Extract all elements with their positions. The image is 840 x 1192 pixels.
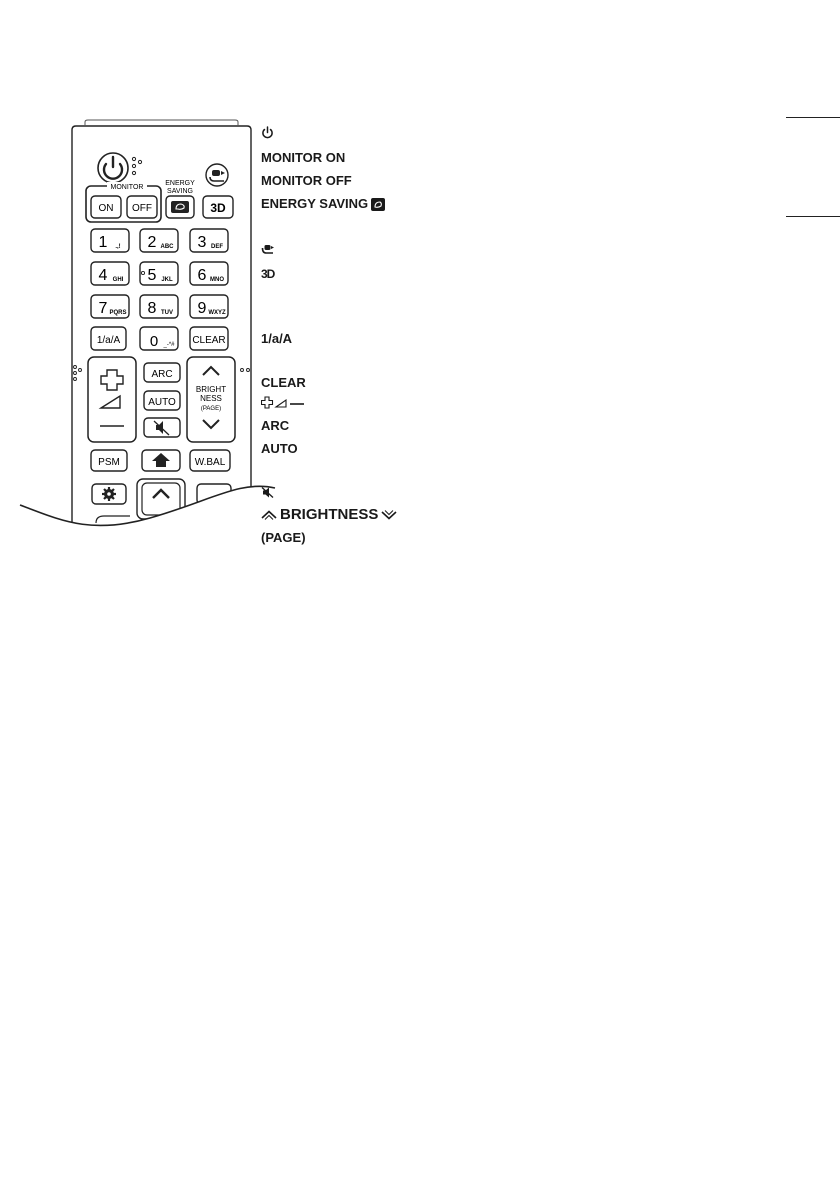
monitor-group-label: MONITOR — [110, 184, 144, 191]
svg-text:2: 2 — [147, 234, 157, 251]
energy-saving-label-1: ENERGY — [165, 180, 195, 187]
3d-text: 3D — [261, 267, 275, 281]
brightness-up-icon — [261, 510, 277, 520]
svg-text:JKL: JKL — [161, 277, 173, 283]
monitor-off-text: MONITOR OFF — [261, 173, 352, 188]
monitor-on-text: MONITOR ON — [261, 150, 346, 165]
svg-text:ON: ON — [98, 203, 114, 214]
arc-function — [261, 418, 289, 434]
clear-function — [261, 375, 306, 391]
brightness-down-icon — [381, 510, 397, 520]
arc-button[interactable] — [144, 363, 180, 382]
svg-text:4: 4 — [98, 267, 108, 284]
monitor-on-button[interactable] — [91, 196, 121, 218]
number-key-8[interactable] — [140, 295, 178, 318]
wbal-button[interactable] — [190, 450, 230, 471]
svg-text:BRIGHT: BRIGHT — [195, 385, 227, 394]
svg-text:1: 1 — [98, 234, 108, 251]
svg-text:_-*#: _-*# — [163, 342, 175, 348]
power-function — [261, 126, 274, 139]
svg-text:ARC: ARC — [151, 369, 173, 380]
number-key-4[interactable] — [91, 262, 129, 285]
svg-text:AUTO: AUTO — [148, 397, 176, 408]
brightness-function — [261, 507, 397, 523]
psm-button[interactable] — [91, 450, 127, 471]
number-key-7[interactable] — [91, 295, 129, 318]
side-rule-bottom — [786, 216, 840, 217]
svg-text:8: 8 — [147, 300, 157, 317]
arc-text: ARC — [261, 418, 290, 433]
svg-text:GHI: GHI — [112, 277, 124, 283]
zero-key[interactable] — [140, 327, 178, 350]
energy-saving-button[interactable] — [166, 196, 194, 218]
svg-text:5: 5 — [147, 267, 157, 284]
svg-text:1/a/A: 1/a/A — [96, 335, 121, 346]
number-key-3[interactable] — [190, 229, 228, 252]
monitor-on-function — [261, 150, 345, 166]
svg-text:(PAGE): (PAGE) — [200, 406, 222, 412]
mode-button[interactable] — [91, 327, 126, 350]
volume-icons — [261, 396, 305, 410]
power-led-dots — [132, 157, 141, 174]
number-key-9[interactable] — [190, 295, 228, 318]
monitor-off-function — [261, 173, 352, 189]
auto-button[interactable] — [144, 391, 180, 410]
number-key-2[interactable] — [140, 229, 178, 252]
home-button[interactable] — [142, 450, 180, 471]
monitor-off-button[interactable] — [127, 196, 157, 218]
power-button[interactable] — [98, 153, 128, 183]
input-function — [261, 243, 275, 256]
remote-illustration — [0, 0, 293, 560]
clear-text: CLEAR — [261, 375, 306, 390]
left-dots — [74, 366, 82, 381]
volume-function — [261, 396, 305, 410]
svg-text:.,!: .,! — [115, 244, 121, 250]
brightness-rocker[interactable] — [187, 357, 235, 442]
brightness-text: BRIGHTNESS — [280, 506, 379, 523]
svg-text:DEF: DEF — [211, 244, 223, 250]
auto-function — [261, 441, 298, 457]
svg-text:NESS: NESS — [200, 394, 222, 403]
3d-button[interactable] — [203, 196, 233, 218]
mode-function — [261, 331, 292, 347]
page-text: (PAGE) — [261, 530, 306, 545]
svg-text:0: 0 — [149, 333, 159, 350]
svg-text:CLEAR: CLEAR — [192, 335, 226, 346]
svg-text:7: 7 — [98, 300, 108, 317]
mute-icon — [261, 486, 274, 499]
settings-button[interactable] — [92, 484, 126, 504]
mute-function — [261, 486, 274, 499]
input-button[interactable] — [206, 164, 228, 186]
power-icon — [261, 126, 274, 139]
svg-text:MNO: MNO — [210, 277, 224, 283]
svg-text:ABC: ABC — [160, 244, 174, 250]
svg-text:3D: 3D — [210, 201, 226, 215]
svg-text:PSM: PSM — [98, 457, 120, 468]
number-key-1[interactable] — [91, 229, 129, 252]
svg-text:6: 6 — [197, 267, 207, 284]
svg-text:9: 9 — [197, 300, 207, 317]
volume-rocker[interactable] — [88, 357, 136, 442]
right-dots — [241, 369, 250, 372]
input-icon — [261, 243, 275, 256]
svg-text:OFF: OFF — [132, 203, 152, 214]
side-rule-top — [786, 117, 840, 118]
svg-text:W.BAL: W.BAL — [194, 457, 226, 468]
svg-text:WXYZ: WXYZ — [208, 310, 226, 316]
svg-text:PQRS: PQRS — [109, 310, 127, 316]
number-key-5[interactable] — [140, 262, 178, 285]
energy-saving-label-2: SAVING — [167, 188, 193, 195]
3d-function — [261, 266, 274, 282]
mute-button[interactable] — [144, 418, 180, 437]
energy-saving-function — [261, 196, 385, 212]
number-keypad — [91, 229, 228, 318]
energy-saving-icon — [371, 198, 385, 211]
mode-text: 1/a/A — [261, 331, 293, 346]
number-key-6[interactable] — [190, 262, 228, 285]
energy-saving-text: ENERGY SAVING — [261, 196, 369, 211]
clear-button[interactable] — [190, 327, 228, 350]
page-function — [261, 530, 306, 546]
svg-text:TUV: TUV — [161, 310, 173, 316]
auto-text: AUTO — [261, 441, 298, 456]
svg-text:3: 3 — [197, 234, 207, 251]
